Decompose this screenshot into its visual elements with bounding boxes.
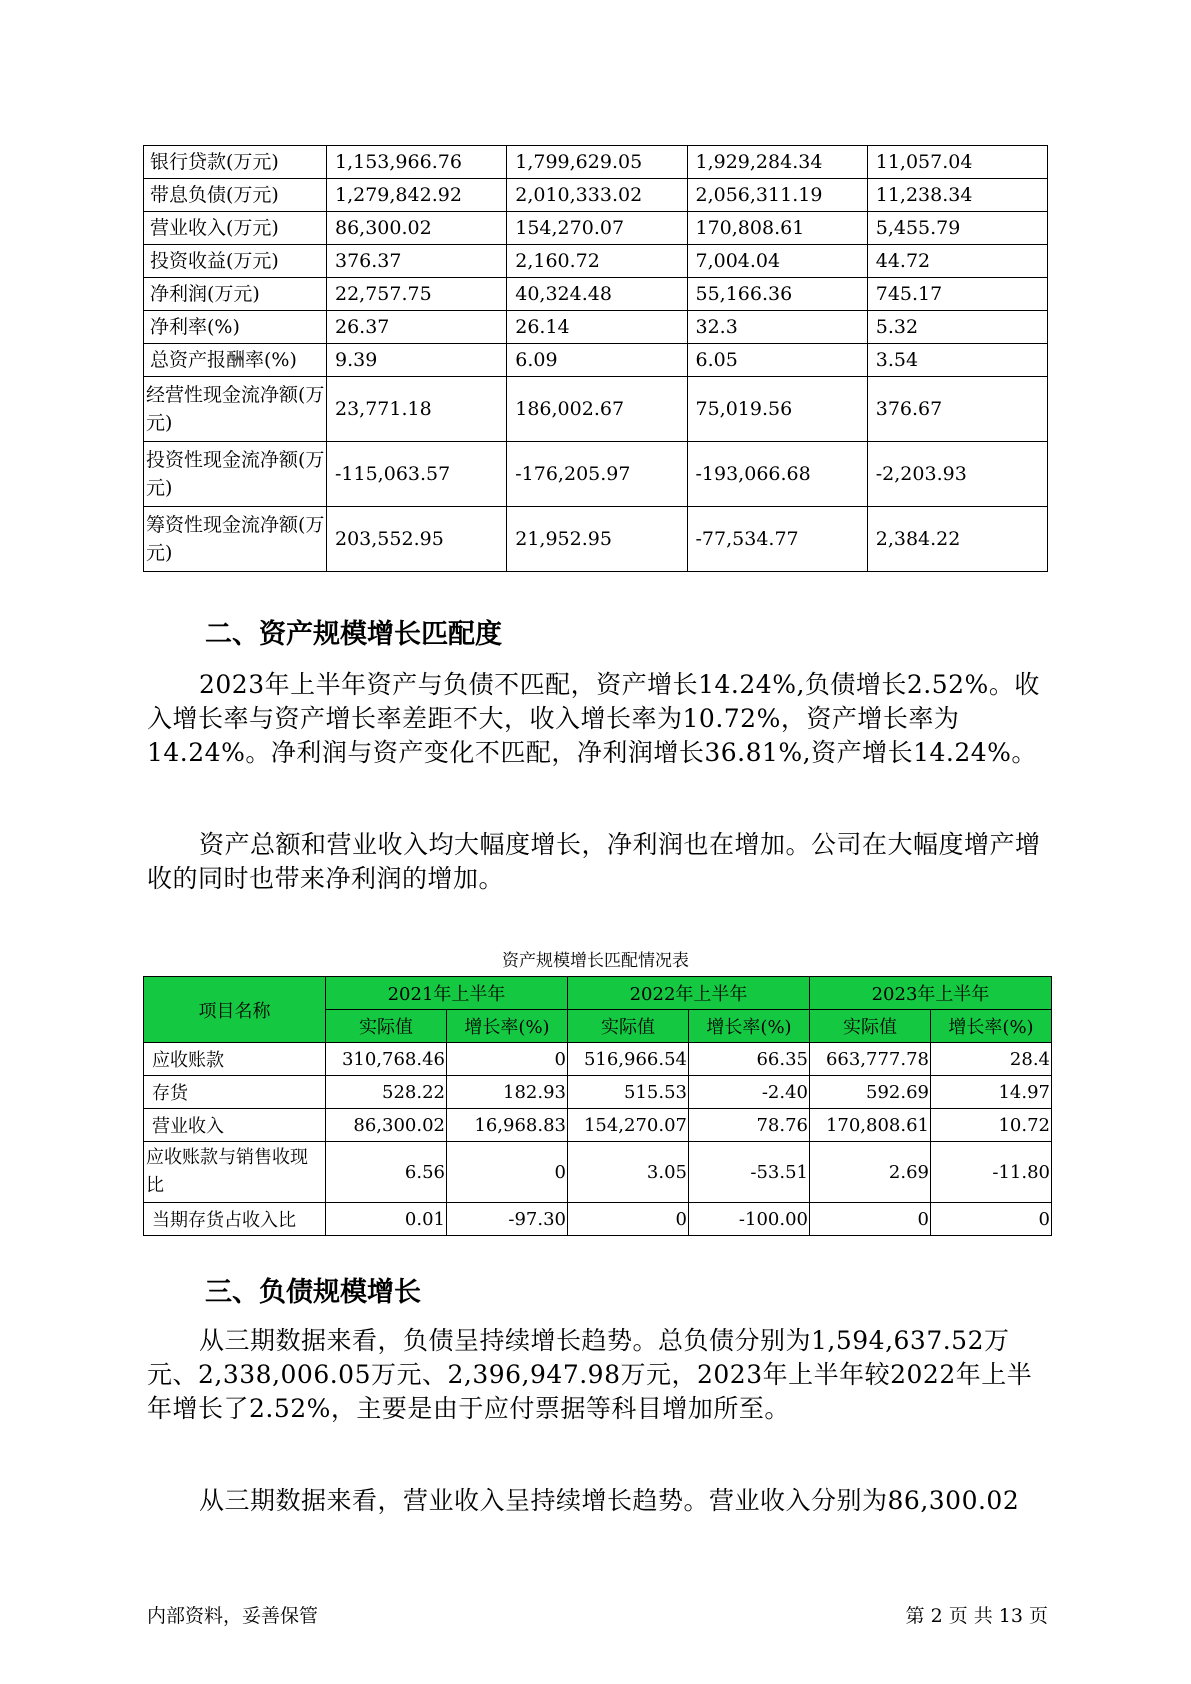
actual-header: 实际值 xyxy=(568,1010,689,1043)
table-row xyxy=(144,179,1048,212)
paragraph-text: 2023年上半年资产与负债不匹配，资产增长14.24%,负债增长2.52%。收入增长率与资产增长率差距不大，收入增长率为10.72%，资产增长率为14.24%。净利润与资产变化不匹配，净利润增长36.81%,资产增长14.24%。 xyxy=(147,670,1040,767)
paragraph-text: 资产总额和营业收入均大幅度增长，净利润也在增加。公司在大幅度增产增收的同时也带来净利润的增加。 xyxy=(147,830,1041,893)
table-cell: 66.35 xyxy=(689,1043,810,1076)
table-row xyxy=(144,1076,1052,1109)
table-cell: 0 xyxy=(568,1203,689,1236)
period-header: 2021年上半年 xyxy=(326,977,568,1010)
table-cell: 26.14 xyxy=(507,311,687,344)
paragraph xyxy=(147,1324,1052,1426)
page-number: 第 2 页 共 13 页 xyxy=(905,1605,1048,1627)
table-cell: 40,324.48 xyxy=(507,278,687,311)
paragraph xyxy=(147,668,1052,770)
row-label: 净利率(%) xyxy=(144,311,327,344)
table-row xyxy=(144,344,1048,377)
table-cell: -193,066.68 xyxy=(687,442,867,507)
section-heading: 二、资产规模增长匹配度 xyxy=(205,619,502,650)
table-cell: 5.32 xyxy=(867,311,1047,344)
footer-confidential-note: 内部资料，妥善保管 xyxy=(147,1605,319,1627)
table-cell: -53.51 xyxy=(689,1142,810,1203)
paragraph-text: 从三期数据来看，营业收入呈持续增长趋势。营业收入分别为86,300.02 xyxy=(199,1486,1020,1515)
table-cell: 55,166.36 xyxy=(687,278,867,311)
table-cell: 86,300.02 xyxy=(326,1109,447,1142)
period-header: 2023年上半年 xyxy=(810,977,1052,1010)
table-cell: 154,270.07 xyxy=(507,212,687,245)
row-label: 筹资性现金流净额(万元) xyxy=(144,507,327,572)
section-heading: 三、负债规模增长 xyxy=(205,1277,421,1308)
table-row xyxy=(144,442,1048,507)
table-cell: 0 xyxy=(931,1203,1052,1236)
table-row xyxy=(144,311,1048,344)
row-label: 应收账款 xyxy=(144,1043,326,1076)
table-cell: 23,771.18 xyxy=(327,377,507,442)
table-cell: 376.37 xyxy=(327,245,507,278)
table-cell: 75,019.56 xyxy=(687,377,867,442)
table-row xyxy=(144,507,1048,572)
paragraph xyxy=(147,828,1052,896)
table-cell: 0 xyxy=(810,1203,931,1236)
table-cell: 6.05 xyxy=(687,344,867,377)
table-cell: 2,010,333.02 xyxy=(507,179,687,212)
table-cell: -97.30 xyxy=(447,1203,568,1236)
table-cell: 0 xyxy=(447,1043,568,1076)
actual-header: 实际值 xyxy=(326,1010,447,1043)
asset-growth-table xyxy=(143,976,1052,1236)
table-cell: 2,160.72 xyxy=(507,245,687,278)
table-cell: -115,063.57 xyxy=(327,442,507,507)
table-cell: 5,455.79 xyxy=(867,212,1047,245)
table-cell: 11,238.34 xyxy=(867,179,1047,212)
table-cell: -2.40 xyxy=(689,1076,810,1109)
table-cell: 9.39 xyxy=(327,344,507,377)
row-label: 应收账款与销售收现比 xyxy=(144,1142,326,1203)
row-label: 当期存货占收入比 xyxy=(144,1203,326,1236)
period-header: 2022年上半年 xyxy=(568,977,810,1010)
growth-header: 增长率(%) xyxy=(931,1010,1052,1043)
row-label: 营业收入(万元) xyxy=(144,212,327,245)
table-cell: -100.00 xyxy=(689,1203,810,1236)
table-cell: 44.72 xyxy=(867,245,1047,278)
table-cell: 203,552.95 xyxy=(327,507,507,572)
financial-metrics-table xyxy=(143,145,1048,572)
table-row xyxy=(144,278,1048,311)
table-cell: -176,205.97 xyxy=(507,442,687,507)
row-label: 经营性现金流净额(万元) xyxy=(144,377,327,442)
table-cell: 16,968.83 xyxy=(447,1109,568,1142)
table-cell: 182.93 xyxy=(447,1076,568,1109)
table-cell: 2.69 xyxy=(810,1142,931,1203)
table-row xyxy=(144,1203,1052,1236)
row-label: 总资产报酬率(%) xyxy=(144,344,327,377)
table-cell: 14.97 xyxy=(931,1076,1052,1109)
paragraph-text: 从三期数据来看，负债呈持续增长趋势。总负债分别为1,594,637.52万元、2,338,006.05万元、2,396,947.98万元，2023年上半年较2022年上半年增长了2.52%，主要是由于应付票据等科目增加所至。 xyxy=(147,1326,1033,1423)
table-cell: 11,057.04 xyxy=(867,146,1047,179)
table-cell: 0.01 xyxy=(326,1203,447,1236)
table-cell: 78.76 xyxy=(689,1109,810,1142)
table-cell: 2,056,311.19 xyxy=(687,179,867,212)
row-label: 存货 xyxy=(144,1076,326,1109)
table-cell: 1,153,966.76 xyxy=(327,146,507,179)
table-row xyxy=(144,377,1048,442)
table-cell: 592.69 xyxy=(810,1076,931,1109)
item-name-header: 项目名称 xyxy=(144,977,326,1043)
table-row xyxy=(144,245,1048,278)
table-cell: 7,004.04 xyxy=(687,245,867,278)
table-cell: 170,808.61 xyxy=(810,1109,931,1142)
table-row xyxy=(144,1109,1052,1142)
table-cell: 528.22 xyxy=(326,1076,447,1109)
table-cell: 186,002.67 xyxy=(507,377,687,442)
table-cell: 516,966.54 xyxy=(568,1043,689,1076)
table-cell: 3.05 xyxy=(568,1142,689,1203)
table-cell: 6.56 xyxy=(326,1142,447,1203)
table-cell: 515.53 xyxy=(568,1076,689,1109)
row-label: 投资性现金流净额(万元) xyxy=(144,442,327,507)
table-row xyxy=(144,212,1048,245)
row-label: 带息负债(万元) xyxy=(144,179,327,212)
table-cell: 32.3 xyxy=(687,311,867,344)
table-caption: 资产规模增长匹配情况表 xyxy=(502,951,689,971)
table-cell: 0 xyxy=(447,1142,568,1203)
table-cell: 154,270.07 xyxy=(568,1109,689,1142)
row-label: 投资收益(万元) xyxy=(144,245,327,278)
header-row xyxy=(144,977,1052,1010)
table-cell: 1,279,842.92 xyxy=(327,179,507,212)
table-cell: -77,534.77 xyxy=(687,507,867,572)
table-cell: 376.67 xyxy=(867,377,1047,442)
table-cell: 663,777.78 xyxy=(810,1043,931,1076)
row-label: 营业收入 xyxy=(144,1109,326,1142)
table-cell: 21,952.95 xyxy=(507,507,687,572)
table-cell: 28.4 xyxy=(931,1043,1052,1076)
table-cell: 26.37 xyxy=(327,311,507,344)
table-cell: -2,203.93 xyxy=(867,442,1047,507)
paragraph xyxy=(147,1484,1052,1518)
table-row xyxy=(144,1043,1052,1076)
table-cell: 2,384.22 xyxy=(867,507,1047,572)
table-cell: 10.72 xyxy=(931,1109,1052,1142)
table-cell: -11.80 xyxy=(931,1142,1052,1203)
row-label: 净利润(万元) xyxy=(144,278,327,311)
row-label: 银行贷款(万元) xyxy=(144,146,327,179)
table-cell: 310,768.46 xyxy=(326,1043,447,1076)
table-cell: 1,799,629.05 xyxy=(507,146,687,179)
table-cell: 170,808.61 xyxy=(687,212,867,245)
table-cell: 6.09 xyxy=(507,344,687,377)
table-cell: 22,757.75 xyxy=(327,278,507,311)
table-cell: 86,300.02 xyxy=(327,212,507,245)
table-row xyxy=(144,1142,1052,1203)
table-row xyxy=(144,146,1048,179)
table-cell: 745.17 xyxy=(867,278,1047,311)
table-cell: 1,929,284.34 xyxy=(687,146,867,179)
table-cell: 3.54 xyxy=(867,344,1047,377)
growth-header: 增长率(%) xyxy=(447,1010,568,1043)
actual-header: 实际值 xyxy=(810,1010,931,1043)
growth-header: 增长率(%) xyxy=(689,1010,810,1043)
